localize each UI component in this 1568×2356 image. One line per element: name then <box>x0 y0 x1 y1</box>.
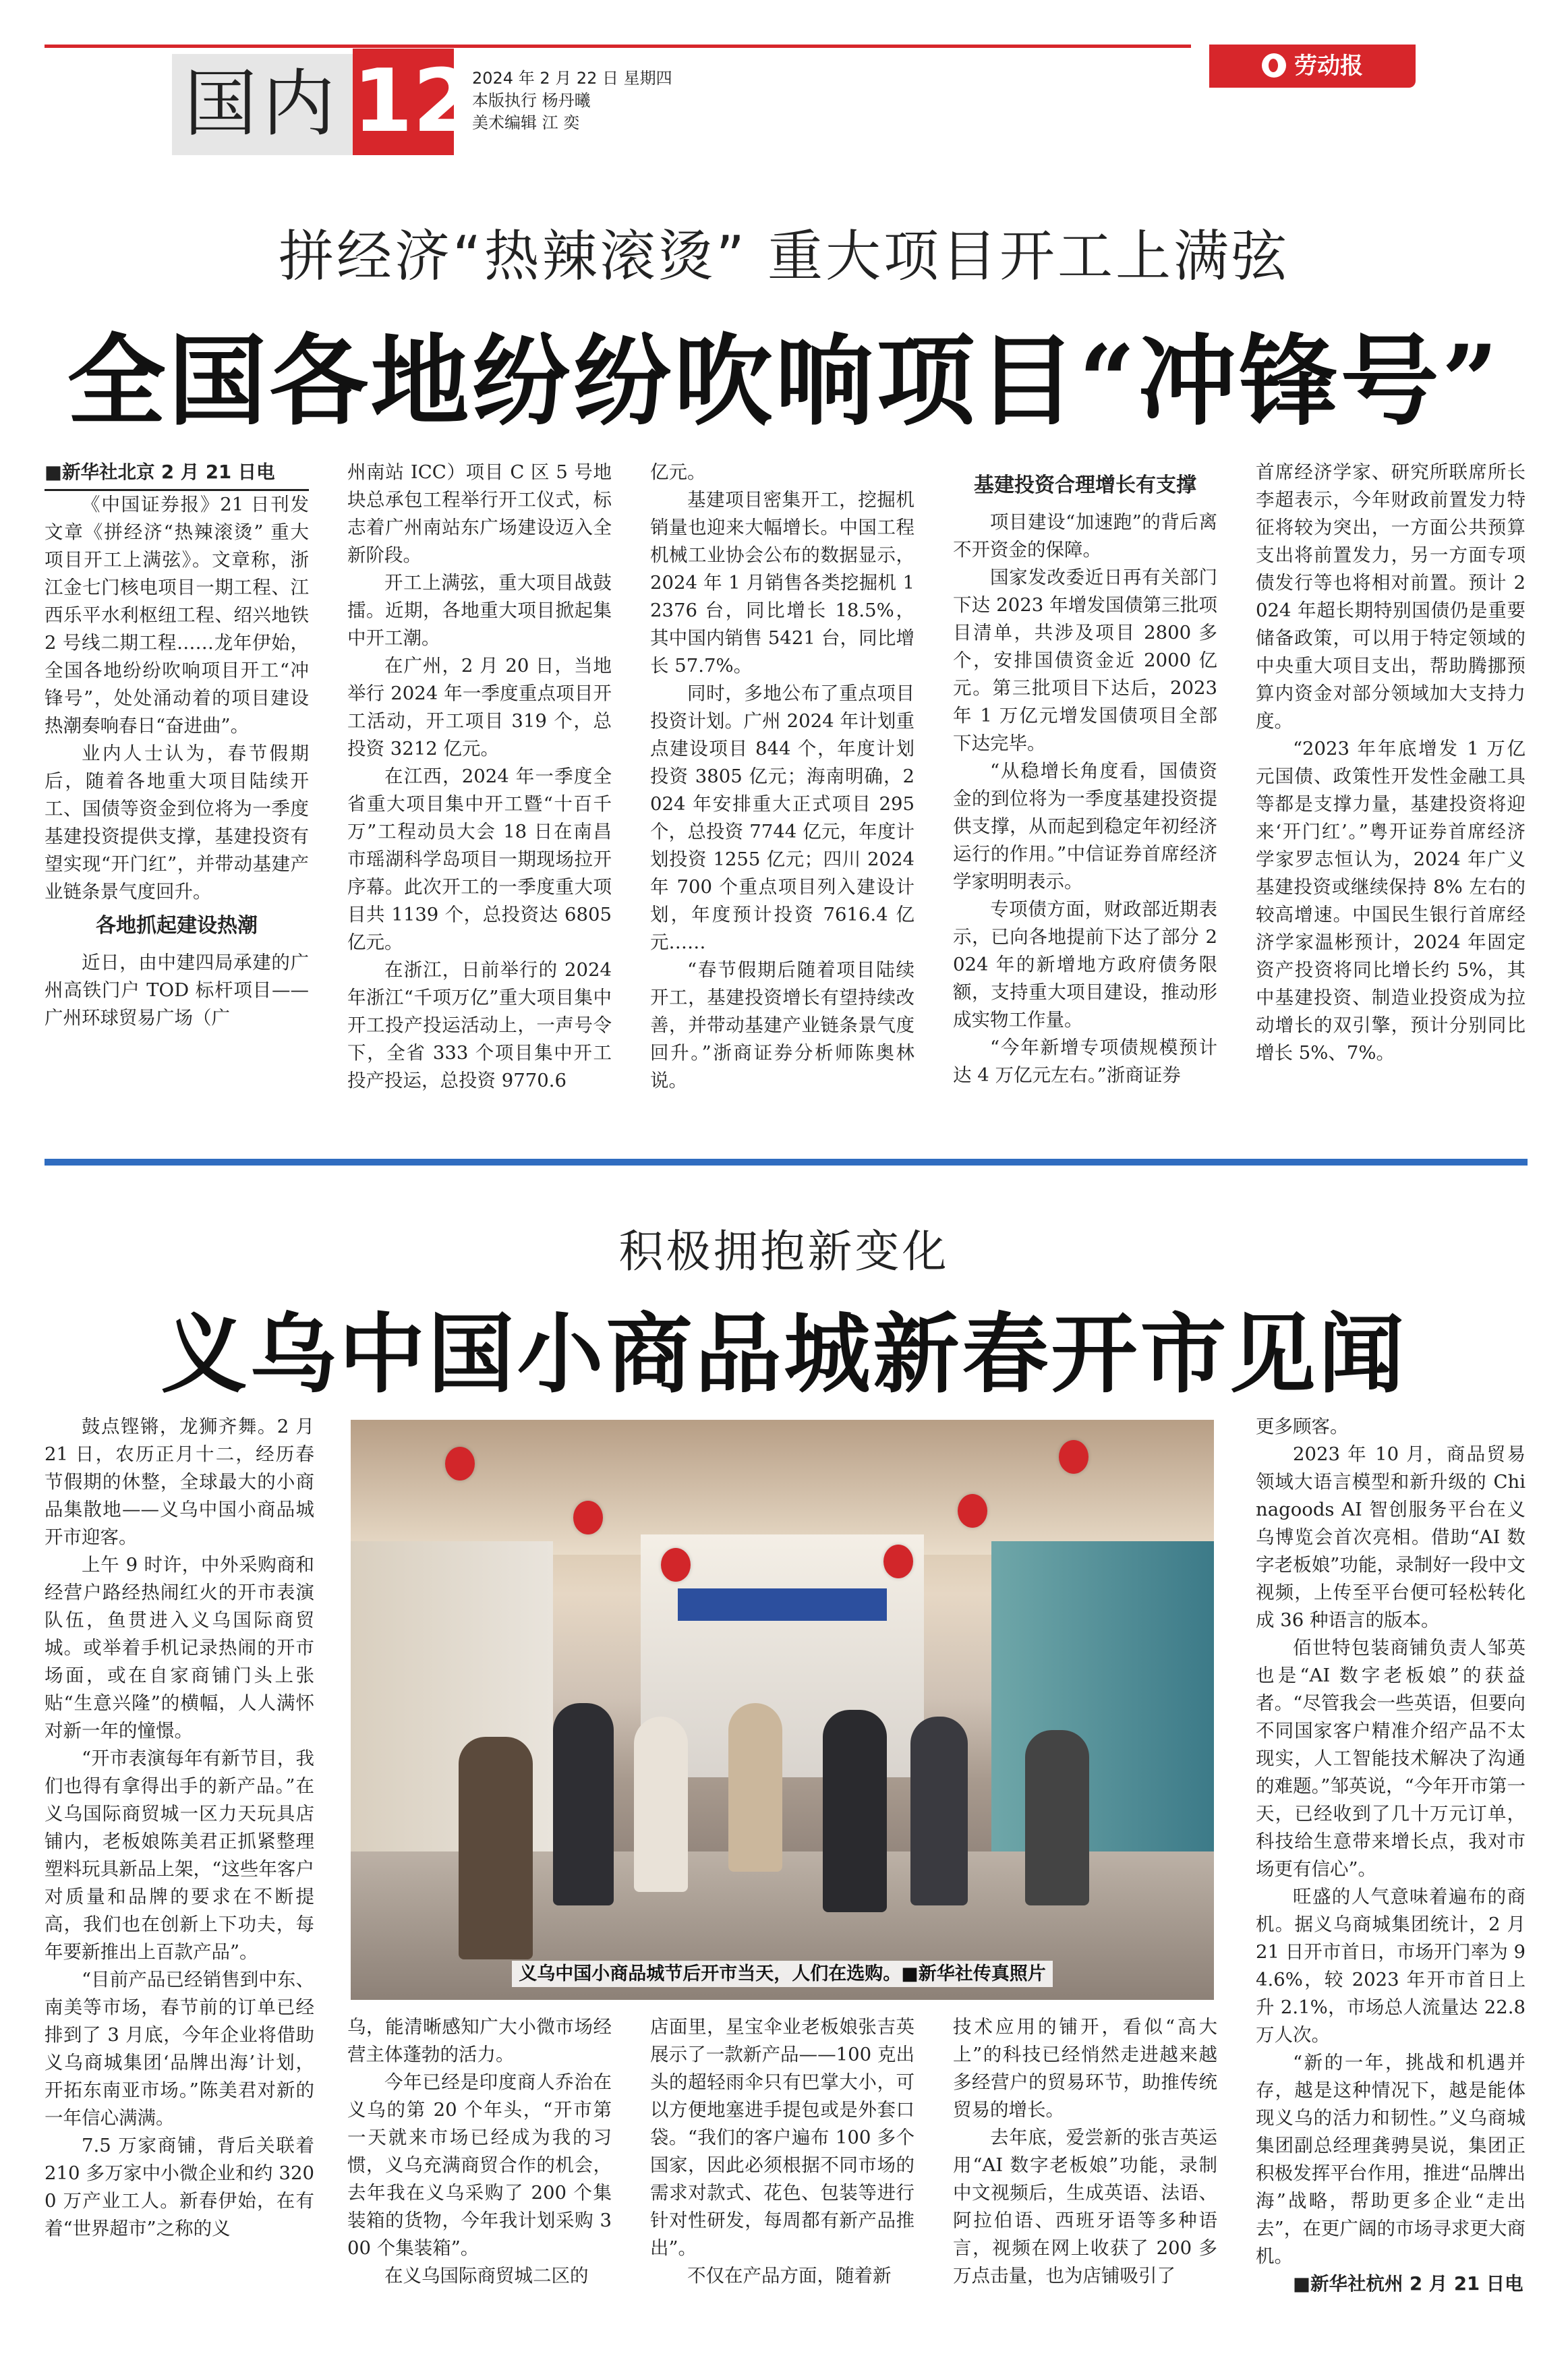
article1-column-2 <box>347 459 612 1095</box>
shopper-figure <box>728 1703 782 1872</box>
shopper-figure <box>910 1717 968 1905</box>
article2-title: 义乌中国小商品城新春开市见闻 <box>161 1304 1407 1405</box>
masthead-rule <box>45 45 1191 48</box>
article1-dateline: ■新华社北京 2 月 21 日电 <box>45 459 309 491</box>
paragraph: 项目建设“加速跑”的背后离不开资金的保障。 <box>953 511 1217 561</box>
paragraph: 2023 年 10 月，商品贸易领域大语言模型和新升级的 Chinagoods AI 智创服务平台在义乌博览会首次亮相。借助“AI 数字老板娘”功能，录制好一段中文视频，上传至平台便可轻松转化成 36 种语言的版本。 <box>1256 1443 1526 1631</box>
paragraph: 基建项目密集开工，挖掘机销量也迎来大幅增长。中国工程机械工业协会公布的数据显示，2024 年 1 月销售各类挖掘机 12376 台，同比增长 18.5%，其中国内销售 5421 台，同比增长 57.7%。 <box>650 489 914 677</box>
article1-column-4 <box>953 459 1217 1089</box>
paragraph: 业内人士认为，春节假期后，随着各地重大项目陆续开工、国债等资金到位将为一季度基建投资提供支撑，基建投资有望实现“开门红”，并带动基建产业链条景气度回升。 <box>45 743 309 902</box>
paragraph: “新的一年，挑战和机遇并存，越是这种情况下，越是能体现义乌的活力和韧性。”义乌商城集团副总经理龚骋昊说，集团正积极发挥平台作用，推进“品牌出海”战略，帮助更多企业“走出去”，在更广阔的市场寻求更大商机。 <box>1256 2052 1526 2267</box>
issue-meta <box>472 67 672 134</box>
shopper-figure <box>553 1703 614 1905</box>
shopper-figure <box>1025 1730 1089 1905</box>
brand-logo-icon <box>1262 53 1286 78</box>
paragraph: 国家发改委近日再有关部门下达 2023 年增发国债第三批项目清单，共涉及项目 2800 多个，安排国债资金近 2000 亿元。第三批项目下达后，2023 年 1 万亿元增发国债项目全部下达完毕。 <box>953 567 1217 754</box>
paragraph: 在义乌国际商贸城二区的 <box>384 2265 589 2287</box>
paragraph: 《中国证券报》21 日刊发文章《拼经济“热辣滚烫” 重大项目开工上满弦》。文章称，浙江金七门核电项目一期工程、江西乐平水利枢纽工程、绍兴地铁 2 号线二期工程……龙年伊始，全国各地纷纷吹响项目开工“冲锋号”，处处涌动着的项目建设热潮奏响春日“奋进曲”。 <box>45 494 309 737</box>
paragraph: 鼓点铿锵，龙狮齐舞。2 月 21 日，农历正月十二，经历春节假期的休整，全球最大的小商品集散地——义乌中国小商品城开市迎客。 <box>45 1416 314 1548</box>
lantern-icon <box>445 1447 475 1481</box>
paragraph: 同时，多地公布了重点项目投资计划。广州 2024 年计划重点建设项目 844 个，年度计划投资 3805 亿元；海南明确，2024 年安排重大正式项目 295 个，总投资 7744 亿元，年度计划投资 1255 亿元；四川 2024 年 700 个重点项目列入建设计划，年度预计投资 7616.4 亿元…… <box>650 683 914 953</box>
page-number: 12 <box>353 49 454 155</box>
market-photo <box>351 1420 1214 2000</box>
issue-editor: 本版执行 杨丹曦 <box>472 91 591 110</box>
paragraph: 在江西，2024 年一季度全省重大项目集中开工暨“十百千万”工程动员大会 18 日在南昌市瑶湖科学岛项目一期现场拉开序幕。此次开工的一季度重大项目共 1139 个，总投资达 6805 亿元。 <box>347 766 612 953</box>
photo-caption: 义乌中国小商品城节后开市当天，人们在选购。■新华社传真照片 <box>351 1959 1214 1985</box>
shopper-figure <box>459 1737 533 1959</box>
article2-column-5 <box>1256 1413 1526 2298</box>
paragraph: 首席经济学家、研究所联席所长李超表示，今年财政前置发力特征将较为突出，一方面公共预算支出将前置发力，另一方面专项债发行等也将相对前置。预计 2024 年超长期特别国债仍是重要储备政策，可以用于特定领域的中央重大项目支出，帮助腾挪预算内资金对部分领域加大支持力度。 <box>1256 461 1526 732</box>
paragraph: 不仅在产品方面，随着新 <box>687 2265 892 2287</box>
paragraph: 乌，能清晰感知广大小微市场经营主体蓬勃的活力。 <box>347 2016 612 2065</box>
section-divider <box>45 1159 1528 1166</box>
shopper-figure <box>634 1717 688 1892</box>
section-label: 国内 <box>172 54 353 155</box>
article2-column-2 <box>347 2013 612 2290</box>
lantern-icon <box>883 1545 913 1578</box>
article1-column-5 <box>1256 459 1526 1067</box>
paragraph: “从稳增长角度看，国债资金的到位将为一季度基建投资提供支撑，从而起到稳定年初经济运行的作用。”中信证券首席经济学家明明表示。 <box>953 760 1217 892</box>
article1-heading-1: 各地抓起建设热潮 <box>96 914 258 938</box>
article1-title: 全国各地纷纷吹响项目“冲锋号” <box>67 324 1501 439</box>
paragraph: 开工上满弦，重大项目战鼓擂。近期，各地重大项目掀起集中开工潮。 <box>347 572 612 649</box>
newspaper-brand <box>1209 45 1416 88</box>
lantern-icon <box>573 1501 603 1534</box>
paragraph: 旺盛的人气意味着遍布的商机。据义乌商城集团统计，2 月 21 日开市首日，市场开门率为 94.6%，较 2023 年开市首日上升 2.1%，市场总人流量达 22.8 万人次。 <box>1256 1886 1526 2046</box>
shopper-figure <box>823 1710 887 1912</box>
paragraph: “目前产品已经销售到中东、南美等市场，春节前的订单已经排到了 3 月底，今年企业将借助义乌商城集团‘品牌出海’计划，开拓东南亚市场。”陈美君对新的一年信心满满。 <box>45 1969 314 2129</box>
article2-column-1 <box>45 1413 314 2243</box>
lantern-icon <box>661 1548 691 1582</box>
article1-column-3 <box>650 459 914 1095</box>
paragraph: 在浙江，日前举行的 2024 年浙江“千项万亿”重大项目集中开工投产投运活动上，一声号令下，全省 333 个项目集中开工投产投运，总投资 9770.6 <box>347 959 612 1091</box>
paragraph: 去年底，爱尝新的张吉英运用“AI 数字老板娘”功能，录制中文视频后，生成英语、法语、阿拉伯语、西班牙语等多种语言，视频在网上收获了 200 多万点击量，也为店铺吸引了 <box>953 2127 1217 2287</box>
paragraph: “春节假期后随着项目陆续开工，基建投资增长有望持续改善，并带动基建产业链条景气度回升。”浙商证券分析师陈奥林说。 <box>650 959 914 1091</box>
article2-column-4 <box>953 2013 1217 2290</box>
article1-column-1 <box>45 459 309 1032</box>
paragraph: “2023 年年底增发 1 万亿元国债、政策性开发性金融工具等都是支撑力量，基建投资将迎来‘开门红’。”粤开证券首席经济学家罗志恒认为，2024 年广义基建投资或继续保持 8% 左右的较高增速。中国民生银行首席经济学家温彬预计，2024 年固定资产投资将同比增长约 5%，其中基建投资、制造业投资成为拉动增长的双引擎，预计分别同比增长 5%、7%。 <box>1256 738 1526 1064</box>
paragraph: 7.5 万家商铺，背后关联着 210 多万家中小微企业和约 3200 万产业工人。新春伊始，在有着“世界超市”之称的义 <box>45 2135 314 2239</box>
issue-art-editor: 美术编辑 江 奕 <box>472 113 580 132</box>
article2-column-3 <box>650 2013 914 2290</box>
article2-dateline: ■新华社杭州 2 月 21 日电 <box>1293 2273 1523 2295</box>
paragraph: “开市表演每年有新节目，我们也得有拿得出手的新产品。”在义乌国际商贸城一区力天玩具店铺内，老板娘陈美君正抓紧整理塑料玩具新品上架，“这些年客户对质量和品牌的要求在不断提高，我们也在创新上下功夫，每年要新推出上百款产品”。 <box>45 1748 314 1963</box>
paragraph: 上午 9 时许，中外采购商和经营户路经热闹红火的开市表演队伍，鱼贯进入义乌国际商贸城。或举着手机记录热闹的开市场面，或在自家商铺门头上张贴“生意兴隆”的横幅，人人满怀对新一年的憧憬。 <box>45 1554 314 1742</box>
paragraph: 今年已经是印度商人乔治在义乌的第 20 个年头，“开市第一天就来市场已经成为我的习惯，义乌充满商贸合作的机会，去年我在义乌采购了 200 个集装箱的货物，今年我计划采购 300 个集装箱”。 <box>347 2071 612 2259</box>
paragraph: 近日，由中建四局承建的广州高铁门户 TOD 标杆项目——广州环球贸易广场（广 <box>45 952 309 1029</box>
article2-subtitle: 积极拥抱新变化 <box>618 1226 950 1277</box>
lantern-icon <box>958 1494 987 1528</box>
lantern-icon <box>1059 1440 1088 1474</box>
paragraph: 店面里，星宝伞业老板娘张吉英展示了一款新产品——100 克出头的超轻雨伞只有巴掌大小，可以方便地塞进手提包或是外套口袋。“我们的客户遍布 100 多个国家，因此必须根据不同市场的需求对款式、花色、包装等进行针对性研发，每周都有新产品推出”。 <box>650 2016 914 2259</box>
brand-name: 劳动报 <box>1294 53 1363 80</box>
paragraph: 亿元。 <box>650 461 706 483</box>
paragraph: 佰世特包装商铺负责人邹英也是“AI 数字老板娘”的获益者。“尽管我会一些英语，但要向不同国家客户精准介绍产品不太现实，人工智能技术解决了沟通的难题。”邹英说，“今年开市第一天，已经收到了几十万元订单，科技给生意带来增长点，我对市场更有信心”。 <box>1256 1637 1526 1880</box>
paragraph: “今年新增专项债规模预计达 4 万亿元左右。”浙商证券 <box>953 1037 1217 1086</box>
paragraph: 在广州，2 月 20 日，当地举行 2024 年一季度重点项目开工活动，开工项目 319 个，总投资 3212 亿元。 <box>347 655 612 759</box>
paragraph: 技术应用的铺开，看似“高大上”的科技已经悄然走进越来越多经营户的贸易环节，助推传统贸易的增长。 <box>953 2016 1217 2121</box>
article1-subtitle: 拼经济“热辣滚烫” 重大项目开工上满弦 <box>278 225 1290 289</box>
paragraph: 州南站 ICC）项目 C 区 5 号地块总承包工程举行开工仪式，标志着广州南站东广场建设迈入全新阶段。 <box>347 461 612 566</box>
paragraph: 更多顾客。 <box>1256 1416 1349 1437</box>
paragraph: 专项债方面，财政部近期表示，已向各地提前下达了部分 2024 年的新增地方政府债务限额，支持重大项目建设，推动形成实物工作量。 <box>953 898 1217 1031</box>
article1-heading-2: 基建投资合理增长有支撑 <box>974 473 1196 497</box>
photo-hanging-sign <box>678 1588 887 1621</box>
issue-date: 2024 年 2 月 22 日 星期四 <box>472 69 672 88</box>
